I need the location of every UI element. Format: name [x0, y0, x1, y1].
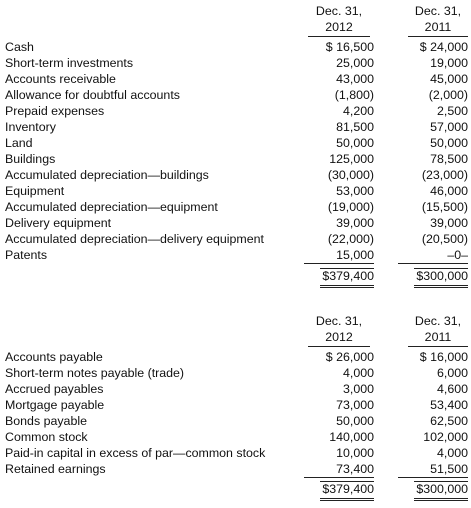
row-label: Paid-in capital in excess of par—common stock [5, 446, 266, 460]
value-2011: 46,000 [430, 184, 468, 198]
table-row [0, 55, 471, 71]
value-2011: 50,000 [430, 136, 468, 150]
row-label: Accounts payable [5, 350, 103, 364]
value-2011: 51,500 [398, 461, 468, 478]
total-2011: $300,000 [414, 268, 468, 288]
value-2012: 50,000 [336, 136, 374, 150]
table-row [0, 381, 471, 397]
value-2012: 15,000 [304, 247, 374, 264]
row-label: Accumulated depreciation—buildings [5, 168, 209, 182]
row-label: Short-term notes payable (trade) [5, 366, 185, 380]
value-2012: $ 26,000 [325, 350, 374, 364]
table-row [0, 39, 471, 55]
value-2011: 4,000 [436, 446, 468, 460]
row-label: Accounts receivable [5, 72, 116, 86]
value-2011: 45,000 [430, 72, 468, 86]
column-header-2011: Dec. 31, 2011 [408, 313, 468, 347]
value-2011: 2,500 [436, 104, 468, 118]
value-2011: 4,600 [436, 382, 468, 396]
value-2011: $ 24,000 [419, 40, 468, 54]
total-2012: $379,400 [320, 481, 374, 501]
table-row [0, 183, 471, 199]
value-2012: 3,000 [342, 382, 374, 396]
table-row [0, 215, 471, 231]
total-row [0, 268, 471, 284]
value-2012: 73,000 [336, 398, 374, 412]
value-2011: (20,500) [421, 232, 468, 246]
row-label: Mortgage payable [5, 398, 105, 412]
row-label: Allowance for doubtful accounts [5, 88, 180, 102]
table-row [0, 429, 471, 445]
table-row [0, 87, 471, 103]
table-row [0, 135, 471, 151]
table-row [0, 349, 471, 365]
value-2011: (23,000) [421, 168, 468, 182]
table-row [0, 413, 471, 429]
table-row [0, 199, 471, 215]
value-2012: 125,000 [329, 152, 374, 166]
value-2012: 43,000 [336, 72, 374, 86]
row-label: Buildings [5, 152, 56, 166]
row-label: Inventory [5, 120, 56, 134]
table-row [0, 397, 471, 413]
row-label: Retained earnings [5, 462, 106, 476]
row-label: Prepaid expenses [5, 104, 105, 118]
value-2011: 53,400 [430, 398, 468, 412]
value-2012: 4,200 [342, 104, 374, 118]
value-2012: (30,000) [327, 168, 374, 182]
column-header-2011: Dec. 31, 2011 [408, 3, 468, 37]
total-2011: $300,000 [414, 481, 468, 501]
value-2011: –0– [398, 247, 468, 264]
row-label: Equipment [5, 184, 65, 198]
value-2012: $ 16,500 [325, 40, 374, 54]
row-label: Accumulated depreciation—delivery equipment [5, 232, 264, 246]
value-2012: 81,500 [336, 120, 374, 134]
total-2012: $379,400 [320, 268, 374, 288]
table-row [0, 231, 471, 247]
table-row [0, 119, 471, 135]
value-2011: 6,000 [436, 366, 468, 380]
row-label: Common stock [5, 430, 88, 444]
value-2012: 50,000 [336, 414, 374, 428]
value-2012: 25,000 [336, 56, 374, 70]
row-label: Patents [5, 248, 48, 262]
row-label: Accrued payables [5, 382, 104, 396]
row-label: Land [5, 136, 33, 150]
value-2012: (1,800) [334, 88, 374, 102]
table-row [0, 247, 471, 263]
value-2012: 53,000 [336, 184, 374, 198]
value-2012: 39,000 [336, 216, 374, 230]
row-label: Bonds payable [5, 414, 87, 428]
table-row [0, 71, 471, 87]
row-label: Delivery equipment [5, 216, 112, 230]
row-label: Accumulated depreciation—equipment [5, 200, 218, 214]
value-2011: 102,000 [423, 430, 468, 444]
value-2011: 39,000 [430, 216, 468, 230]
value-2012: (19,000) [327, 200, 374, 214]
value-2012: (22,000) [327, 232, 374, 246]
table-row [0, 151, 471, 167]
value-2011: 19,000 [430, 56, 468, 70]
table-row [0, 461, 471, 477]
table-row [0, 167, 471, 183]
value-2012: 10,000 [336, 446, 374, 460]
value-2011: (15,500) [421, 200, 468, 214]
value-2011: $ 16,000 [419, 350, 468, 364]
value-2011: 78,500 [430, 152, 468, 166]
column-header-2012: Dec. 31, 2012 [308, 313, 370, 347]
row-label: Cash [5, 40, 34, 54]
table-row [0, 103, 471, 119]
value-2012: 4,000 [342, 366, 374, 380]
table-row [0, 365, 471, 381]
table-row [0, 445, 471, 461]
value-2011: 62,500 [430, 414, 468, 428]
value-2011: 57,000 [430, 120, 468, 134]
total-row [0, 481, 471, 497]
value-2012: 73,400 [304, 461, 374, 478]
value-2012: 140,000 [329, 430, 374, 444]
row-label: Short-term investments [5, 56, 134, 70]
column-header-2012: Dec. 31, 2012 [308, 3, 370, 37]
value-2011: (2,000) [428, 88, 468, 102]
